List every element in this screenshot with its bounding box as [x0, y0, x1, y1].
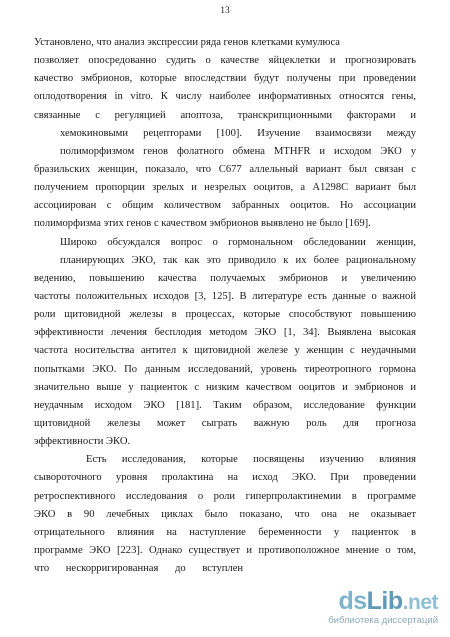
text-line: позволяет опосредованно судить о качестве яйцеклетки и прогнозировать [34, 55, 416, 67]
text-line: роли щитовидной железы в процессах, которые способствуют повышению [34, 309, 416, 321]
text-line: щитовидной железы может сыграть важную роль для прогноза [34, 417, 416, 429]
text-line: качество эмбрионов, которые впоследствии будут получены при проведении [34, 73, 416, 85]
text-line: частота носительства антител к щитовидной железе у женщин с неудачными [34, 345, 416, 357]
text-line: связанные с регуляцией апоптоза, транскрипционными факторами и [34, 109, 416, 121]
watermark-logo-net: .net [402, 591, 438, 614]
text-line: программе ЭКО [223]. Однако существует и противоположное мнение о том, [34, 544, 416, 556]
page-number: 13 [220, 6, 230, 16]
watermark-logo-ds: ds [338, 587, 367, 615]
text-line: ЭКО в 90 лечебных циклах было показано, что она не оказывает [34, 508, 416, 520]
text-line: эффективности лечения бесплодия методом ЭКО [1, 34]. Выявлена высокая [34, 327, 416, 339]
text-line: ретроспективного исследования о роли гиперпролактинемии в программе [34, 490, 416, 502]
text-line: получением пропорции зрелых и незрелых ооцитов, а A1298C вариант был [34, 182, 416, 194]
text-line: ведению, повышению качества получаемых эмбрионов и увеличению [34, 272, 416, 284]
text-line: Установлено, что анализ экспрессии ряда генов клетками кумулюса [34, 37, 340, 48]
text-line: оплодотворения in vitro. К числу наиболее информативных относятся гены, [34, 91, 416, 103]
text-line: значительно выше у пациенток с низким качеством ооцитов и эмбрионов и [34, 381, 416, 393]
text-line: ассоциирован с общим количеством забранных ооцитов. Но ассоциации [34, 200, 416, 212]
text-line: Широко обсуждался вопрос о гормональном обследовании женщин, [60, 236, 416, 248]
text-line: планирующих ЭКО, так как это приводило к их более рациональному [60, 254, 416, 266]
watermark-logo-lib: Lib [366, 587, 403, 615]
text-line: отрицательного влияния на наступление беременности у пациенток в [34, 526, 416, 538]
text-line: хемокиновыми рецепторами [100]. Изучение взаимосвязи между [60, 127, 416, 139]
watermark-tagline: библиотека диссертаций [328, 615, 438, 626]
watermark [292, 587, 442, 631]
text-line: полиморфизмом генов фолатного обмена MTHFR и исходом ЭКО у [60, 145, 416, 157]
text-line: частоты положительных исходов [3, 125]. В литературе есть данные о важной [34, 290, 416, 302]
text-line: бразильских женщин, показало, что C677 аллельный вариант был связан с [34, 163, 416, 175]
text-line: Есть исследования, которые посвящены изучению влияния [86, 454, 416, 466]
document-body [34, 34, 416, 578]
text-line: сывороточного уровня пролактина на исход ЭКО. При проведении [34, 472, 416, 484]
watermark-logo [338, 587, 438, 616]
text-line: что нескорригированная до вступлен [34, 563, 244, 575]
text-line: неудачным исходом ЭКО [181]. Таким образом, исследование функции [34, 399, 416, 411]
text-line: полиморфизма этих генов с качеством эмбрионов выявлено не было [169]. [34, 218, 371, 230]
text-line: эффективности ЭКО. [34, 436, 131, 448]
text-line: попытками ЭКО. По данным исследований, уровень тиреотропного гормона [34, 363, 416, 375]
